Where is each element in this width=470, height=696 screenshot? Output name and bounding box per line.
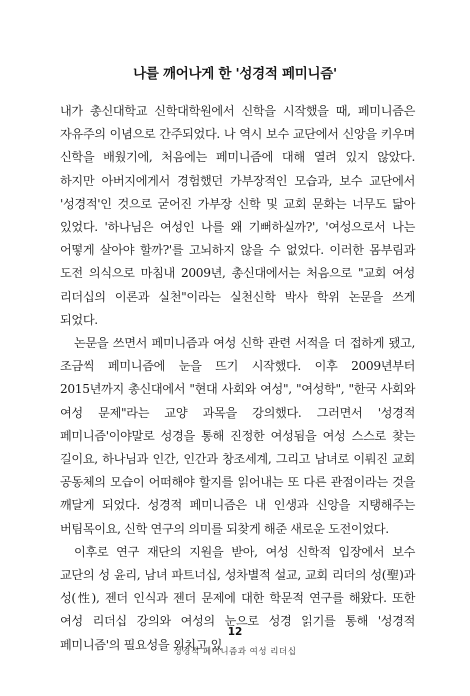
page-number: 12 <box>227 626 243 638</box>
body-text <box>60 100 415 657</box>
paragraph-3: 이후로 연구 재단의 지원을 받아, 여성 신학적 입장에서 보수 교단의 성 윤리, 남녀 파트너십, 성차별적 설교, 교회 리더의 성(聖)과 성(性), 젠더 인식과 젠더 문제에 대한 학문적 연구를 해왔다. 또한 여성 리더십 강의와 여성의 눈으로 성경 읽기를 통해 '성경적 페미니즘'의 필요성을 외치고 있 <box>60 544 415 652</box>
paragraph-1: 내가 총신대학교 신학대학원에서 신학을 시작했을 때, 페미니즘은 자유주의 이념으로 간주되었다. 나 역시 보수 교단에서 신앙을 키우며 신학을 배웠기에, 처음에는 페미니즘에 대해 열려 있지 않았다. 하지만 아버지에게서 경험했던 가부장적인 모습과, 보수 교단에서 '성경적'인 것으로 굳어진 가부장 신학 및 교회 문화는 너무도 닮아 있었다. '하나님은 여성인 나를 왜 기뻐하실까?', '여성으로서 나는 어떻게 살아야 할까?'를 고뇌하지 않을 수 없었다. 이러한 몸부림과 도전 의식으로 마침내 2009년, 총신대에서는 처음으로 "교회 여성 리더십의 이론과 실천"이라는 실천신학 박사 학위 논문을 쓰게 되었다. <box>60 104 415 327</box>
running-footer: 성경적 페미니즘과 여성 리더십 <box>173 647 297 657</box>
chapter-title: 나를 깨어나게 한 '성경적 페미니즘' <box>133 66 337 82</box>
paragraph-2: 논문을 쓰면서 페미니즘과 여성 신학 관련 서적을 더 접하게 됐고, 조금씩 페미니즘에 눈을 뜨기 시작했다. 이후 2009년부터 2015년까지 총신대에서 "현대 사회와 여성", "여성학", "한국 사회와 여성 문제"라는 교양 과목을 강의했다. 그러면서 '성경적 페미니즘'이야말로 성경을 통해 진정한 여성됨을 여성 스스로 찾는 길이요, 하나님과 인간, 인간과 창조세계, 그리고 남녀로 이뤄진 교회 공동체의 모습이 어떠해야 할지를 읽어내는 또 다른 관점이라는 것을 깨달게 되었다. 성경적 페미니즘은 내 인생과 신앙을 지탱해주는 버팀목이요, 신학 연구의 의미를 되찾게 해준 새로운 도전이었다. <box>60 336 415 536</box>
